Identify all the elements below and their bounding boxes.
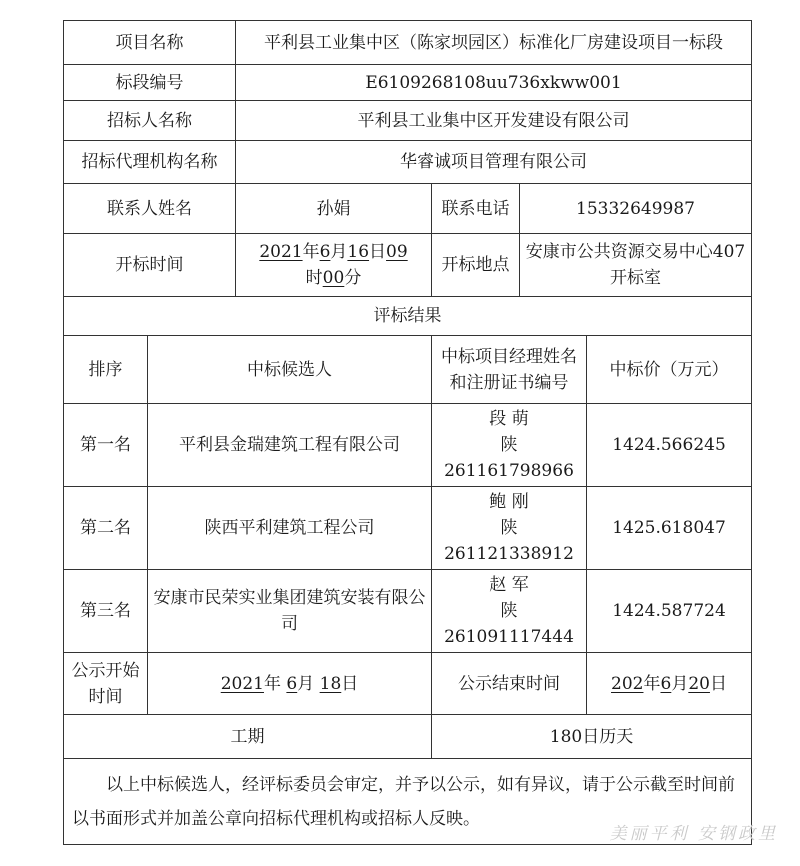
table-row <box>64 487 752 570</box>
end-month: 6 <box>660 673 672 694</box>
result-title: 评标结果 <box>64 297 752 336</box>
candidate-cell: 陕西平利建筑工程公司 <box>148 487 432 570</box>
publicity-start-label: 公示开始时间 <box>64 653 148 715</box>
row-agency <box>64 141 752 184</box>
row-tenderer <box>64 101 752 141</box>
price-cell: 1424.566245 <box>587 404 752 487</box>
price-cell: 1425.618047 <box>587 487 752 570</box>
opening-day: 16 <box>347 242 370 262</box>
bid-result-table <box>63 20 752 845</box>
agency-value: 华睿诚项目管理有限公司 <box>236 141 752 184</box>
manager-name: 段 萌 <box>489 409 529 429</box>
period-value: 180日历天 <box>432 715 752 759</box>
notice-text: 以上中标候选人，经评标委员会审定，并予以公示，如有异议，请于公示截至时间前以书面形式并加盖公章向招标代理机构或招标人反映。 <box>64 759 752 845</box>
opening-place-value: 安康市公共资源交易中心407开标室 <box>520 234 752 297</box>
price-cell: 1424.587724 <box>587 570 752 653</box>
header-candidate: 中标候选人 <box>148 336 432 404</box>
start-month: 6 <box>286 673 298 694</box>
candidate-cell: 安康市民荣实业集团建筑安装有限公司 <box>148 570 432 653</box>
rank-cell: 第二名 <box>64 487 148 570</box>
row-period <box>64 715 752 759</box>
period-label: 工期 <box>64 715 432 759</box>
opening-place-label: 开标地点 <box>432 234 520 297</box>
manager-name: 鲍 刚 <box>489 492 529 512</box>
manager-name: 赵 军 <box>489 575 529 595</box>
opening-hour: 09 <box>386 242 408 262</box>
watermark: 美丽平利 安钢政里 <box>609 824 778 844</box>
header-manager: 中标项目经理姓名和注册证书编号 <box>432 336 587 404</box>
manager-cert: 陕 261121338912 <box>444 518 574 564</box>
end-day: 20 <box>688 673 710 694</box>
table-row <box>64 570 752 653</box>
row-publicity <box>64 653 752 715</box>
opening-time-label: 开标时间 <box>64 234 236 297</box>
manager-cell <box>432 404 587 487</box>
manager-cert: 陕 261161798966 <box>444 435 574 481</box>
row-result-title <box>64 297 752 336</box>
publicity-start-value: 2021年 6月 18日 <box>148 653 432 715</box>
row-section-number <box>64 65 752 101</box>
section-number-label: 标段编号 <box>64 65 236 101</box>
project-name-value: 平利县工业集中区（陈家坝园区）标准化厂房建设项目一标段 <box>236 21 752 65</box>
row-result-header <box>64 336 752 404</box>
tenderer-label: 招标人名称 <box>64 101 236 141</box>
publicity-end-label: 公示结束时间 <box>432 653 587 715</box>
opening-minute: 00 <box>322 268 345 288</box>
row-opening <box>64 234 752 297</box>
header-price: 中标价（万元） <box>587 336 752 404</box>
contact-phone-label: 联系电话 <box>432 184 520 234</box>
contact-name-value: 孙娟 <box>236 184 432 234</box>
opening-time-value: 2021年6月16日09 时00分 <box>236 234 432 297</box>
rank-cell: 第一名 <box>64 404 148 487</box>
manager-cell <box>432 487 587 570</box>
manager-cert: 陕 261091117444 <box>444 601 574 647</box>
row-contact <box>64 184 752 234</box>
header-rank: 排序 <box>64 336 148 404</box>
row-project-name <box>64 21 752 65</box>
rank-cell: 第三名 <box>64 570 148 653</box>
candidate-cell: 平利县金瑞建筑工程有限公司 <box>148 404 432 487</box>
table-row <box>64 404 752 487</box>
publicity-end-value: 202年6月20日 <box>587 653 752 715</box>
project-name-label: 项目名称 <box>64 21 236 65</box>
start-year: 2021 <box>220 673 264 694</box>
opening-year: 2021 <box>259 242 303 262</box>
section-number-value: E6109268108uu736xkww001 <box>236 65 752 101</box>
agency-label: 招标代理机构名称 <box>64 141 236 184</box>
start-day: 18 <box>319 673 342 694</box>
end-year: 202 <box>611 673 644 694</box>
opening-month: 6 <box>319 242 331 262</box>
contact-phone-value: 15332649987 <box>520 184 752 234</box>
manager-cell <box>432 570 587 653</box>
tenderer-value: 平利县工业集中区开发建设有限公司 <box>236 101 752 141</box>
contact-name-label: 联系人姓名 <box>64 184 236 234</box>
